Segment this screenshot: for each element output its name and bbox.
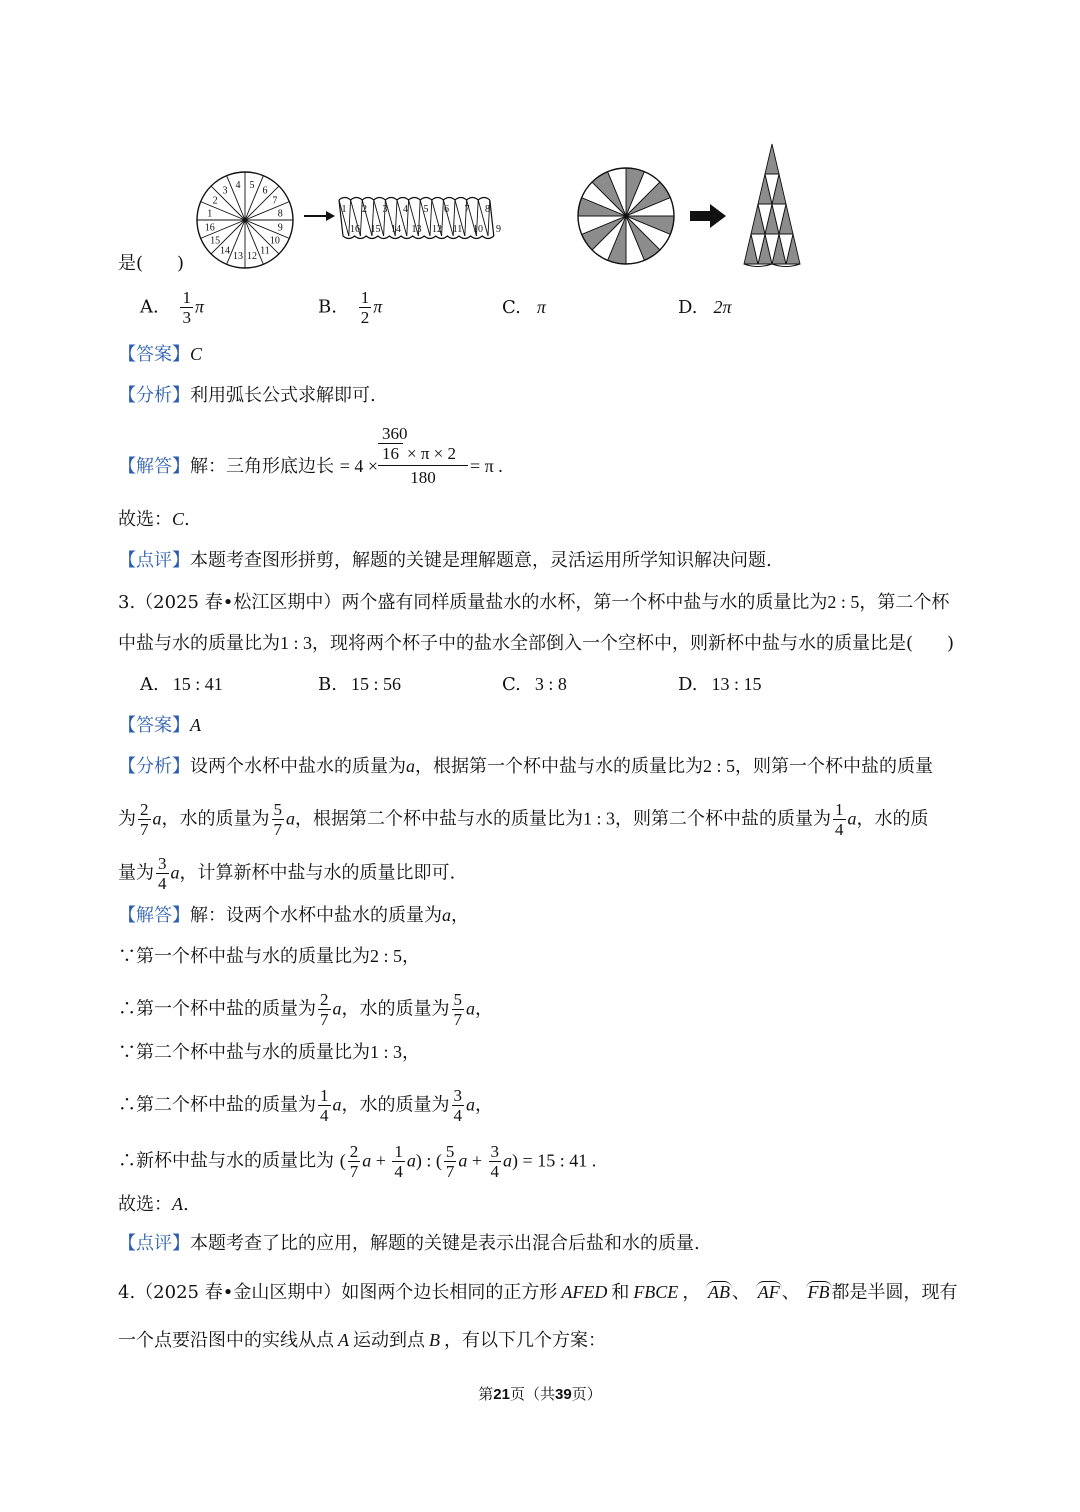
q3-solution-1: 【解答】解：设两个水杯中盐水的质量为a，: [118, 905, 469, 926]
strip-label-top: 3: [382, 204, 388, 215]
sector-label: 7: [272, 195, 278, 207]
question-3-line-1: 3.（2025 春•松江区期中）两个盛有同样质量盐水的水杯，第一个杯中盐与水的质量比为2 : 5，第二个杯: [118, 592, 950, 613]
answer-line: 【答案】C: [118, 344, 203, 365]
question-3-line-2: 中盐与水的质量比为1 : 3，现将两个杯子中的盐水全部倒入一个空杯中，则新杯中盐与水的质量比是( ): [118, 633, 955, 654]
sector-label: 1: [207, 208, 213, 220]
comment-line: 【点评】本题考查图形拼剪，解题的关键是理解题意，灵活运用所学知识解决问题.: [118, 550, 772, 571]
q3-analysis-1: 【分析】设两个水杯中盐水的质量为a，根据第一个杯中盐与水的质量比为2 : 5，则第一个杯中盐的质量: [118, 756, 934, 777]
figure-circle-numbered: [193, 168, 297, 272]
question-4-line-2: 一个点要沿图中的实线从点 A 运动到点 B ，有以下几个方案：: [118, 1330, 606, 1351]
option-b: B. $\frac{1}{2}$ π: [318, 288, 383, 327]
strip-label-top: 1: [341, 204, 347, 215]
sector-label: 15: [210, 235, 221, 247]
sector-label: 11: [260, 245, 270, 257]
strip-label-bottom: 15: [370, 224, 381, 235]
strip-top-edge: [339, 198, 490, 201]
strip-label-top: 2: [362, 204, 367, 215]
strip-label-bottom: 12: [432, 224, 442, 235]
strip-bottom-edge: [343, 236, 494, 239]
compound-fraction: 360 16 × π × 2 180: [378, 424, 468, 487]
sector-label: 3: [222, 185, 228, 197]
strip-label-top: 5: [423, 204, 429, 215]
strip-label-top: 7: [464, 204, 470, 215]
option-c: C. π: [502, 297, 546, 318]
q3-solution-4: ∵第二个杯中盐与水的质量比为1 : 3，: [118, 1042, 421, 1063]
q3-solution-2: ∵第一个杯中盐与水的质量比为2 : 5，: [118, 946, 421, 967]
sector-label: 14: [219, 245, 230, 257]
strip-right-edge: [490, 200, 494, 236]
question-4-line-1: 4.（2025 春•金山区期中）如图两个边长相同的正方形 AFED 和 FBCE ， AB 、 AF 、 FB 都是半圆，现有: [118, 1282, 958, 1303]
sector-label: 16: [204, 222, 215, 234]
q3-choose: 故选：A.: [118, 1194, 189, 1215]
q3-answer: 【答案】A: [118, 715, 201, 736]
q3-analysis-2: 为 $\frac{2}{7}$ a，水的质量为 $\frac{5}{7}$ a，根据第二个杯中盐与水的质量比为1 : 3，则第二个杯中盐的质量为 $\frac{1}{4}$ a，水的质: [118, 800, 929, 839]
sector-label: 13: [232, 250, 243, 262]
q3-option-b: B. 15 : 56: [318, 674, 401, 695]
sector-label: 8: [277, 208, 283, 220]
strip-label-bottom: 11: [452, 224, 463, 235]
sector-label: 10: [269, 235, 280, 247]
option-a: A. $\frac{1}{3}$ π: [140, 288, 204, 327]
q3-analysis-3: 量为 $\frac{3}{4}$ a，计算新杯中盐与水的质量比即可.: [118, 854, 456, 893]
strip-label-top: 6: [444, 204, 449, 215]
sector-label: 5: [249, 180, 255, 192]
sector-label: 2: [212, 195, 218, 207]
q3-solution-6: ∴新杯中盐与水的质量比为 ( $\frac{2}{7}$ a + $\frac{1}{4}$ a) : ( $\frac{5}{7}$ a + $\frac{3}{4}$ a) = 15 : 41 .: [118, 1142, 597, 1181]
bold-arrow-icon: [688, 203, 728, 229]
strip-label-bottom: 10: [473, 224, 483, 235]
strip-label-top: 4: [403, 204, 408, 215]
figure-shaded-circle: [574, 164, 678, 268]
option-d: D. 2π: [678, 297, 732, 318]
strip-label-top: 8: [485, 204, 490, 215]
strip-label-bottom: 14: [391, 224, 401, 235]
q3-solution-5: ∴第二个杯中盐的质量为 $\frac{1}{4}$ a，水的质量为 $\frac{3}{4}$ a，: [118, 1086, 493, 1125]
analysis-line: 【分析】利用弧长公式求解即可.: [118, 385, 376, 406]
question-2-tail: 是( ): [118, 253, 185, 274]
arrow-icon: [302, 208, 336, 224]
q3-option-d: D. 13 : 15: [678, 674, 762, 695]
choose-line: 故选：C.: [118, 509, 190, 530]
q3-solution-3: ∴第一个杯中盐的质量为 $\frac{2}{7}$ a，水的质量为 $\frac{5}{7}$ a，: [118, 990, 493, 1029]
sector-label: 12: [247, 250, 258, 262]
strip-label-bottom: 13: [411, 224, 422, 235]
sector-label: 6: [262, 185, 268, 197]
strip-label-bottom: 9: [496, 224, 501, 235]
strip-label-bottom: 16: [350, 224, 360, 235]
q3-option-a: A. 15 : 41: [140, 674, 223, 695]
solution-line: 【解答】解：三角形底边长 = 4 ×: [118, 456, 379, 477]
solution-result: = π .: [470, 456, 503, 476]
figure-triangle-stack: [740, 142, 804, 270]
triangle-gray: [765, 144, 779, 174]
q3-comment: 【点评】本题考查了比的应用，解题的关键是表示出混合后盐和水的质量.: [118, 1233, 700, 1254]
q3-option-c: C. 3 : 8: [502, 674, 567, 695]
sector-label: 9: [277, 222, 283, 234]
page-footer: 第21页（共39页）: [478, 1385, 602, 1403]
figure-rearranged-strip: [335, 190, 505, 246]
sector-label: 4: [235, 180, 241, 192]
